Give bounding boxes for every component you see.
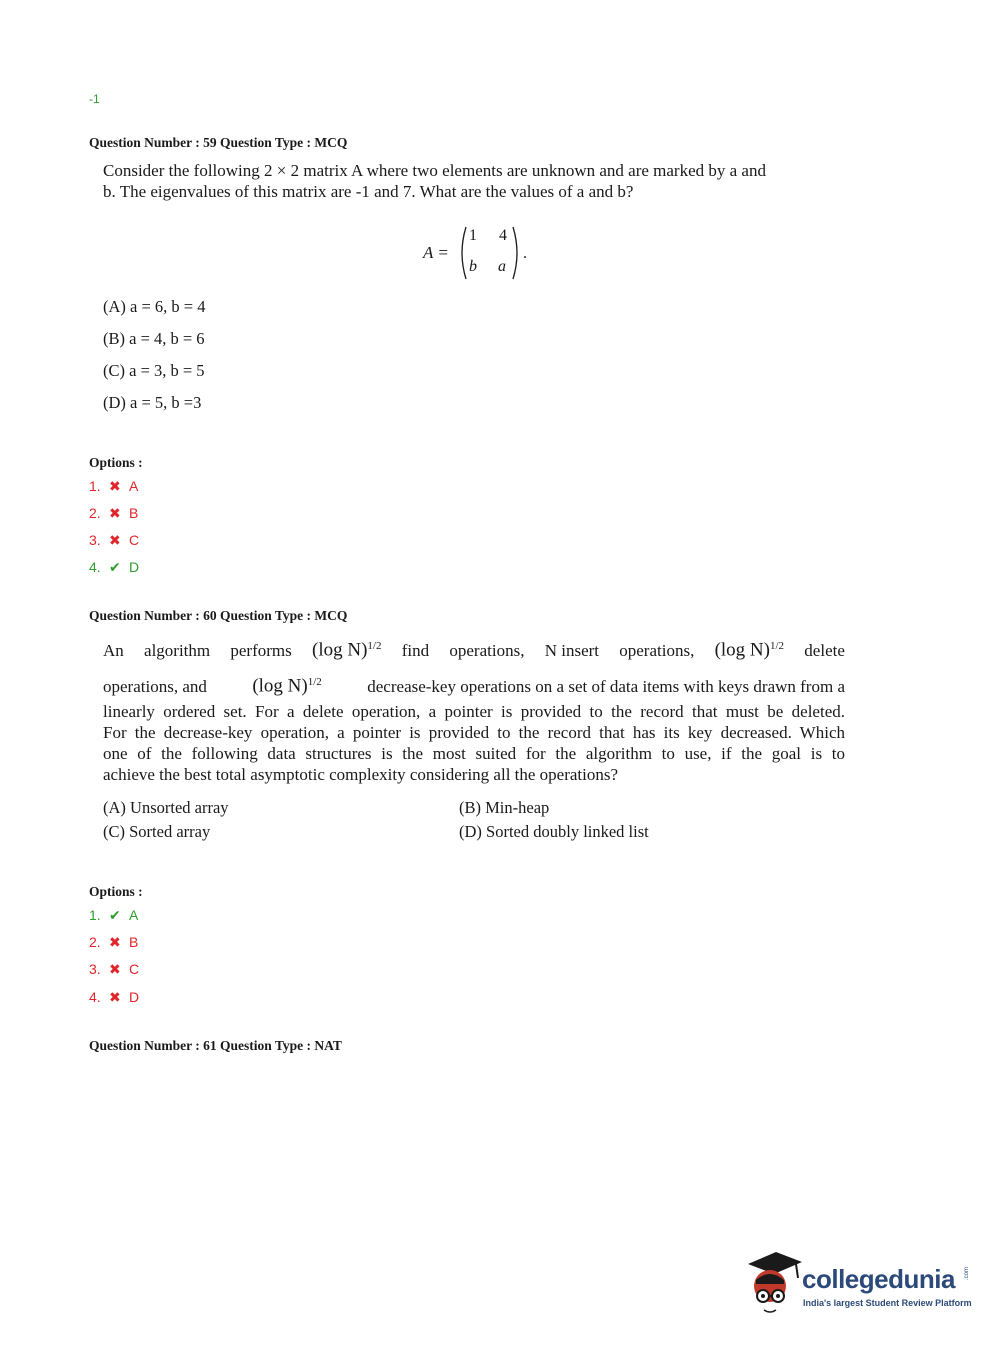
option-letter: A [129, 478, 139, 494]
q60-header: Question Number : 60 Question Type : MCQ [89, 608, 348, 623]
q59-option-1[interactable] [89, 476, 138, 496]
text-fragment: delete [804, 640, 845, 660]
q60-options-label: Options : [89, 884, 143, 899]
mascot-icon [742, 1250, 804, 1316]
q60-option-4[interactable] [89, 987, 139, 1007]
q59-choice-a: (A) a = 6, b = 4 [103, 297, 206, 316]
option-letter: B [129, 505, 139, 521]
q60-choice-b: (B) Min-heap [459, 798, 550, 817]
q60-text-line4: For the decrease-key operation, a pointer is provided to the record that has its key decreased. Which [103, 723, 845, 742]
page-marker: -1 [89, 92, 100, 106]
log-n-expression [715, 636, 784, 661]
option-number: 3. [89, 961, 101, 977]
q59-option-3[interactable] [89, 530, 139, 550]
logo-suffix: .com [964, 1266, 970, 1280]
option-letter: D [129, 559, 140, 575]
exponent: 1/2 [307, 676, 322, 688]
log-n: (log N) [714, 639, 770, 661]
q59-text-line2: b. The eigenvalues of this matrix are -1 and 7. What are the values of a and b? [103, 182, 634, 201]
q59-option-4[interactable] [89, 557, 139, 577]
matrix-r1c1: 1 [469, 227, 477, 244]
q60-option-2[interactable] [89, 932, 138, 952]
text-fragment: algorithm [144, 640, 211, 660]
option-number: 1. [89, 478, 101, 494]
check-icon: ✔ [109, 558, 121, 575]
matrix-r2c2: a [498, 258, 506, 275]
q59-choice-c: (C) a = 3, b = 5 [103, 361, 205, 380]
log-n-expression [312, 636, 381, 661]
q60-text-line2 [103, 672, 845, 697]
q60-choice-c: (C) Sorted array [103, 822, 211, 841]
logo-tagline: India's largest Student Review Platform [803, 1298, 972, 1308]
q60-text-line6: achieve the best total asymptotic complexity considering all the operations? [103, 765, 619, 784]
log-n: (log N) [312, 639, 368, 661]
text-fragment: N insert [544, 640, 599, 660]
log-n-expression [252, 672, 321, 697]
q60-choice-d: (D) Sorted doubly linked list [459, 822, 649, 841]
option-letter: A [129, 907, 139, 923]
option-letter: D [129, 989, 140, 1005]
check-icon: ✔ [109, 906, 121, 923]
option-number: 4. [89, 989, 101, 1005]
option-number: 2. [89, 505, 101, 521]
log-n: (log N) [252, 675, 308, 697]
matrix-lhs: A = [423, 243, 449, 262]
text-fragment: An [103, 640, 124, 660]
matrix-r1c2: 4 [499, 227, 507, 244]
cross-icon: ✖ [109, 504, 121, 521]
option-letter: C [129, 961, 140, 977]
option-number: 3. [89, 532, 101, 548]
exponent: 1/2 [367, 640, 382, 652]
cross-icon: ✖ [109, 960, 121, 977]
q59-text-line1: Consider the following 2 × 2 matrix A where two elements are unknown and are marked by a and [103, 161, 766, 180]
option-number: 1. [89, 907, 101, 923]
q60-text-line5: one of the following data structures is the most suited for the algorithm to use, if the goal is to [103, 744, 845, 763]
exponent: 1/2 [769, 640, 785, 652]
q59-options-label: Options : [89, 455, 143, 470]
text-fragment: performs [230, 640, 292, 660]
q60-text-line1 [103, 636, 845, 661]
cross-icon: ✖ [109, 531, 121, 548]
option-letter: C [129, 532, 140, 548]
q60-option-1[interactable] [89, 905, 138, 925]
cross-icon: ✖ [109, 933, 121, 950]
logo-wordmark: collegedunia [802, 1264, 955, 1294]
q61-header: Question Number : 61 Question Type : NAT [89, 1038, 342, 1053]
text-fragment: decrease-key operations on a set of data items with keys drawn from a [367, 676, 845, 696]
q59-option-2[interactable] [89, 503, 138, 523]
q60-text-line3: linearly ordered set. For a delete operation, a pointer is provided to the record that must be deleted. [103, 702, 845, 721]
q59-choice-b: (B) a = 4, b = 6 [103, 329, 205, 348]
cross-icon: ✖ [109, 477, 121, 494]
matrix-r2c1: b [469, 258, 477, 275]
text-fragment: find [401, 640, 430, 660]
option-number: 4. [89, 559, 101, 575]
text-fragment: operations, [619, 640, 695, 660]
matrix-brackets [456, 225, 531, 281]
text-fragment: operations, [449, 640, 525, 660]
cross-icon: ✖ [109, 988, 121, 1005]
option-number: 2. [89, 934, 101, 950]
option-letter: B [129, 934, 139, 950]
q60-option-3[interactable] [89, 959, 139, 979]
collegedunia-logo[interactable] [742, 1250, 972, 1320]
q59-choice-d: (D) a = 5, b =3 [103, 393, 202, 412]
text-fragment: operations, and [103, 676, 207, 696]
q59-header: Question Number : 59 Question Type : MCQ [89, 135, 348, 150]
q60-choice-a: (A) Unsorted array [103, 798, 229, 817]
matrix-end: . [523, 245, 527, 262]
